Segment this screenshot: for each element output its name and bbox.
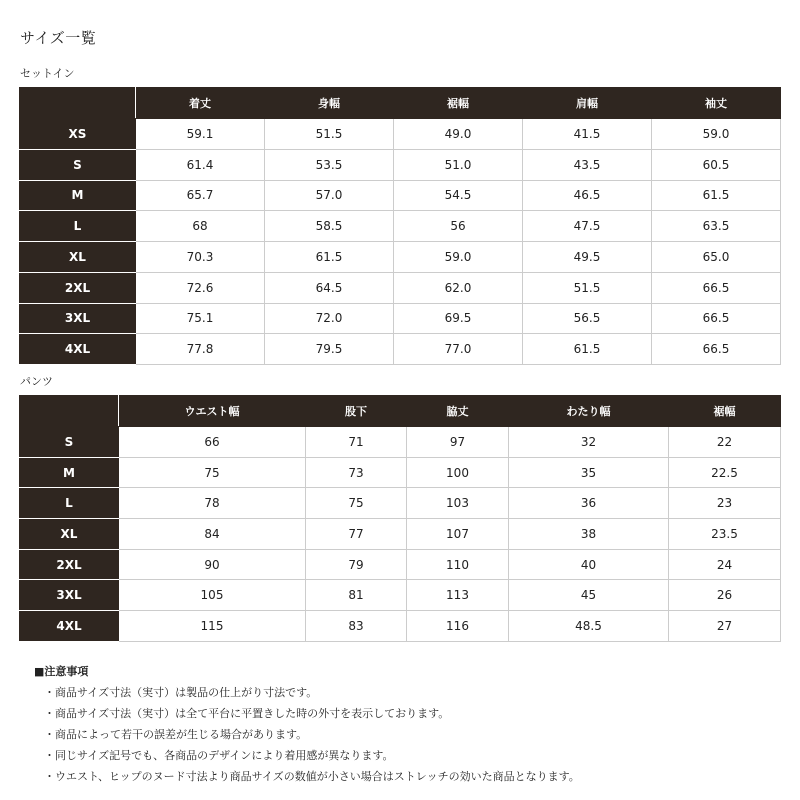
- pants-value-cell: 22: [669, 427, 781, 458]
- pants-value-cell: 45: [509, 580, 669, 611]
- pants-value-cell: 73: [306, 457, 407, 488]
- notes-section: [34, 661, 580, 787]
- tops-size-label: M: [20, 180, 136, 211]
- tops-section-title: セットイン: [20, 67, 75, 80]
- tops-value-cell: 66.5: [652, 334, 781, 365]
- tops-value-cell: 51.5: [265, 119, 394, 150]
- pants-col-header: 股下: [306, 396, 407, 427]
- note-item: ・商品サイズ寸法（実寸）は全て平台に平置きした時の外寸を表示しております。: [44, 707, 450, 720]
- pants-value-cell: 84: [119, 519, 306, 550]
- tops-value-cell: 49.5: [523, 242, 652, 273]
- pants-table-row: [20, 519, 781, 550]
- pants-table-row: [20, 549, 781, 580]
- note-item: ・ウエスト、ヒップのヌード寸法より商品サイズの数値が小さい場合はストレッチの効いた商品となります。: [44, 770, 580, 783]
- tops-col-header: 着丈: [136, 88, 265, 119]
- pants-value-cell: 75: [119, 457, 306, 488]
- tops-value-cell: 65.0: [652, 242, 781, 273]
- pants-value-cell: 116: [407, 611, 509, 642]
- pants-value-cell: 32: [509, 427, 669, 458]
- tops-size-label: 2XL: [20, 272, 136, 303]
- tops-value-cell: 79.5: [265, 334, 394, 365]
- pants-size-label: S: [20, 427, 119, 458]
- tops-size-label: XL: [20, 242, 136, 273]
- tops-col-header: 袖丈: [652, 88, 781, 119]
- pants-value-cell: 22.5: [669, 457, 781, 488]
- pants-table-row: [20, 611, 781, 642]
- tops-value-cell: 54.5: [394, 180, 523, 211]
- tops-value-cell: 43.5: [523, 149, 652, 180]
- pants-section-title: パンツ: [20, 375, 53, 388]
- pants-value-cell: 48.5: [509, 611, 669, 642]
- pants-table-row: [20, 488, 781, 519]
- tops-value-cell: 41.5: [523, 119, 652, 150]
- pants-table-row: [20, 457, 781, 488]
- pants-value-cell: 26: [669, 580, 781, 611]
- tops-col-header: 裾幅: [394, 88, 523, 119]
- pants-value-cell: 97: [407, 427, 509, 458]
- tops-value-cell: 61.5: [523, 334, 652, 365]
- tops-table-row: [20, 119, 781, 150]
- tops-table-row: [20, 211, 781, 242]
- pants-value-cell: 83: [306, 611, 407, 642]
- notes-heading: ■注意事項: [34, 665, 89, 678]
- pants-value-cell: 115: [119, 611, 306, 642]
- tops-value-cell: 59.0: [394, 242, 523, 273]
- tops-value-cell: 64.5: [265, 272, 394, 303]
- tops-value-cell: 63.5: [652, 211, 781, 242]
- pants-value-cell: 79: [306, 549, 407, 580]
- tops-value-cell: 68: [136, 211, 265, 242]
- page-title: サイズ一覧: [20, 29, 97, 47]
- tops-value-cell: 58.5: [265, 211, 394, 242]
- tops-size-label: XS: [20, 119, 136, 150]
- tops-table-row: [20, 272, 781, 303]
- pants-value-cell: 75: [306, 488, 407, 519]
- note-item: ・商品によって若干の誤差が生じる場合があります。: [44, 728, 308, 741]
- pants-size-label: 2XL: [20, 549, 119, 580]
- pants-col-header: 脇丈: [407, 396, 509, 427]
- tops-value-cell: 61.4: [136, 149, 265, 180]
- tops-table-row: [20, 180, 781, 211]
- pants-value-cell: 23: [669, 488, 781, 519]
- pants-col-header: ウエスト幅: [119, 396, 306, 427]
- tops-table-row: [20, 242, 781, 273]
- pants-table-row: [20, 580, 781, 611]
- tops-value-cell: 69.5: [394, 303, 523, 334]
- pants-value-cell: 107: [407, 519, 509, 550]
- tops-value-cell: 51.5: [523, 272, 652, 303]
- tops-value-cell: 66.5: [652, 303, 781, 334]
- pants-value-cell: 40: [509, 549, 669, 580]
- tops-table-row: [20, 149, 781, 180]
- pants-size-label: L: [20, 488, 119, 519]
- tops-size-label: 4XL: [20, 334, 136, 365]
- tops-value-cell: 49.0: [394, 119, 523, 150]
- tops-size-label: S: [20, 149, 136, 180]
- tops-table-row: [20, 334, 781, 365]
- tops-size-table: [19, 87, 781, 365]
- tops-corner-cell: [20, 88, 136, 119]
- pants-value-cell: 27: [669, 611, 781, 642]
- pants-size-label: M: [20, 457, 119, 488]
- pants-value-cell: 38: [509, 519, 669, 550]
- tops-value-cell: 57.0: [265, 180, 394, 211]
- pants-value-cell: 113: [407, 580, 509, 611]
- pants-col-header: わたり幅: [509, 396, 669, 427]
- pants-value-cell: 77: [306, 519, 407, 550]
- pants-value-cell: 110: [407, 549, 509, 580]
- tops-value-cell: 59.1: [136, 119, 265, 150]
- tops-value-cell: 53.5: [265, 149, 394, 180]
- tops-col-header: 肩幅: [523, 88, 652, 119]
- pants-size-label: 3XL: [20, 580, 119, 611]
- pants-value-cell: 66: [119, 427, 306, 458]
- notes-list: [34, 682, 580, 787]
- tops-value-cell: 51.0: [394, 149, 523, 180]
- tops-value-cell: 77.0: [394, 334, 523, 365]
- tops-value-cell: 61.5: [265, 242, 394, 273]
- pants-value-cell: 81: [306, 580, 407, 611]
- tops-value-cell: 61.5: [652, 180, 781, 211]
- pants-value-cell: 105: [119, 580, 306, 611]
- pants-header-row: [20, 396, 781, 427]
- tops-value-cell: 59.0: [652, 119, 781, 150]
- tops-value-cell: 72.0: [265, 303, 394, 334]
- tops-value-cell: 65.7: [136, 180, 265, 211]
- pants-table-row: [20, 427, 781, 458]
- tops-size-label: 3XL: [20, 303, 136, 334]
- pants-value-cell: 71: [306, 427, 407, 458]
- tops-col-header: 身幅: [265, 88, 394, 119]
- tops-header-row: [20, 88, 781, 119]
- tops-value-cell: 70.3: [136, 242, 265, 273]
- tops-value-cell: 56: [394, 211, 523, 242]
- pants-value-cell: 90: [119, 549, 306, 580]
- pants-col-header: 裾幅: [669, 396, 781, 427]
- note-item: ・同じサイズ記号でも、各商品のデザインにより着用感が異なります。: [44, 749, 394, 762]
- tops-value-cell: 47.5: [523, 211, 652, 242]
- pants-value-cell: 103: [407, 488, 509, 519]
- tops-table-row: [20, 303, 781, 334]
- pants-value-cell: 36: [509, 488, 669, 519]
- pants-size-label: XL: [20, 519, 119, 550]
- pants-value-cell: 23.5: [669, 519, 781, 550]
- tops-size-label: L: [20, 211, 136, 242]
- tops-value-cell: 62.0: [394, 272, 523, 303]
- pants-size-table: [19, 395, 781, 642]
- tops-value-cell: 46.5: [523, 180, 652, 211]
- tops-value-cell: 77.8: [136, 334, 265, 365]
- tops-value-cell: 66.5: [652, 272, 781, 303]
- pants-value-cell: 78: [119, 488, 306, 519]
- tops-value-cell: 75.1: [136, 303, 265, 334]
- pants-value-cell: 100: [407, 457, 509, 488]
- note-item: ・商品サイズ寸法（実寸）は製品の仕上がり寸法です。: [44, 686, 318, 699]
- pants-value-cell: 35: [509, 457, 669, 488]
- tops-value-cell: 56.5: [523, 303, 652, 334]
- pants-corner-cell: [20, 396, 119, 427]
- pants-size-label: 4XL: [20, 611, 119, 642]
- pants-value-cell: 24: [669, 549, 781, 580]
- tops-value-cell: 60.5: [652, 149, 781, 180]
- tops-value-cell: 72.6: [136, 272, 265, 303]
